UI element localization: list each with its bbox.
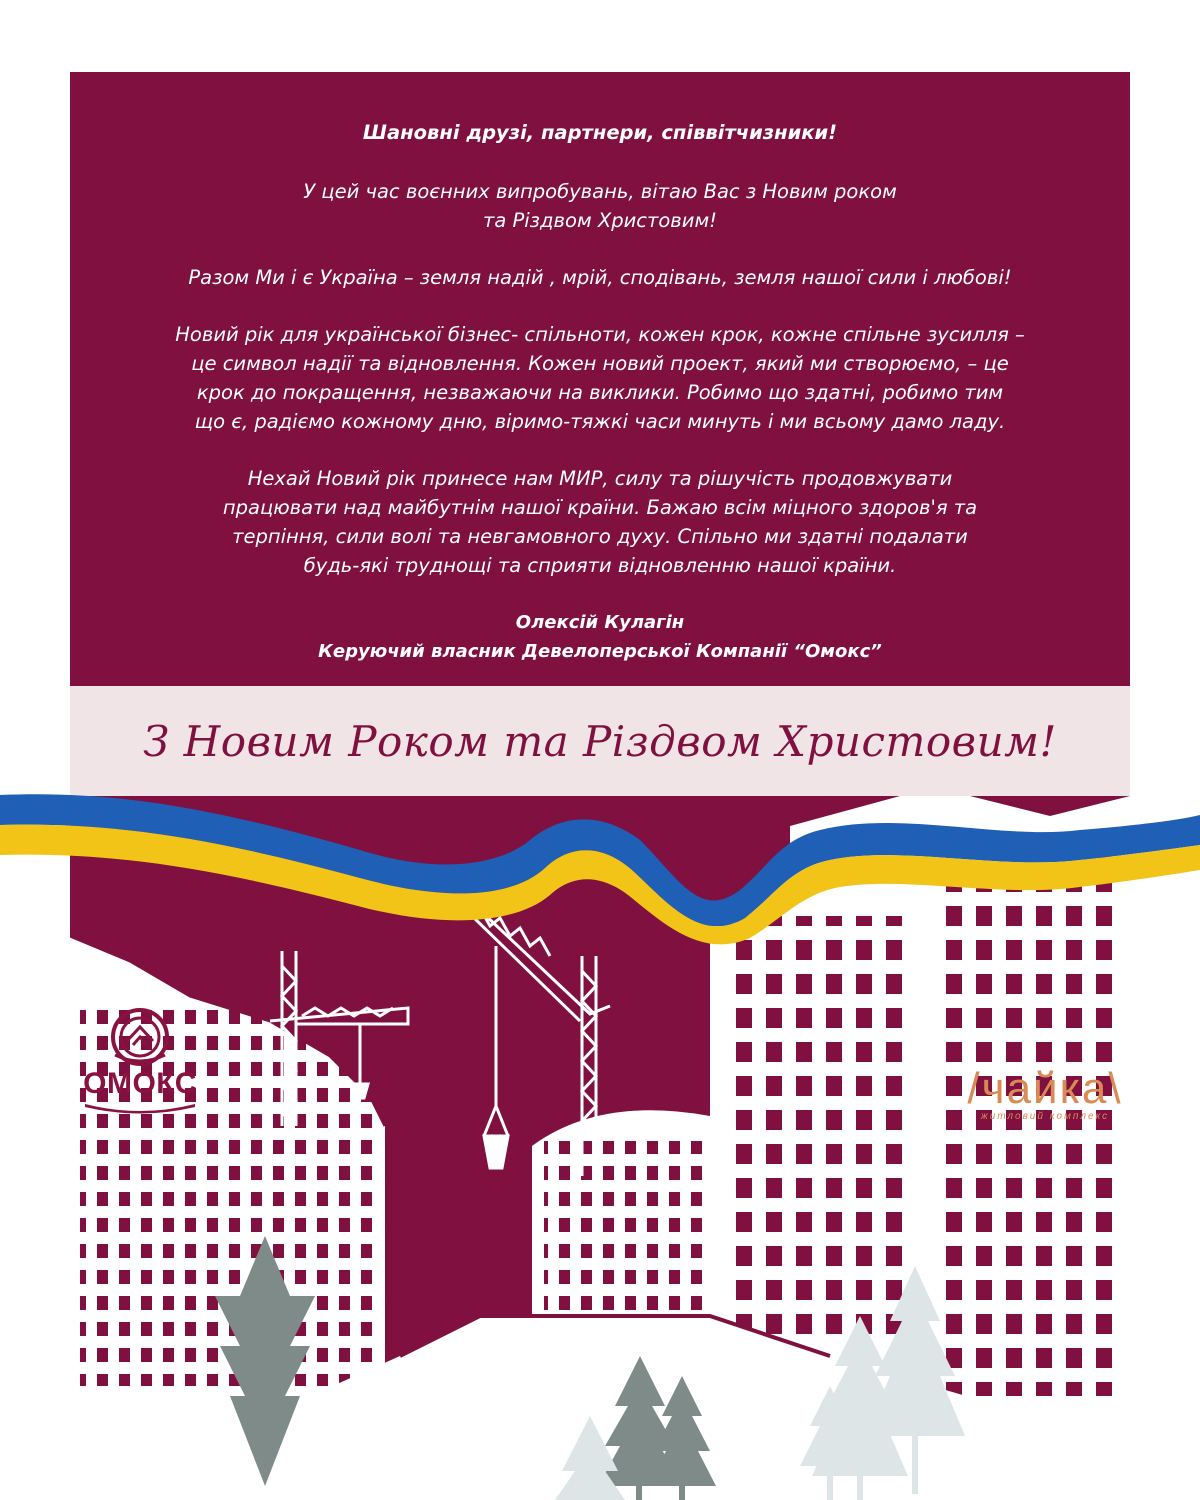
signature: [70, 608, 1130, 666]
omoks-swoosh-icon: [80, 1102, 200, 1116]
chaika-wordmark: /чайка\: [967, 1064, 1123, 1113]
omoks-logo: [75, 1005, 205, 1120]
signature-title: Керуючий власник Девелоперської Компанії “Омокс”: [318, 641, 882, 662]
letter-text: [70, 118, 1130, 666]
paragraph-2: Разом Ми і є Україна – земля надій , мрій, сподівань, земля нашої сили і любові!: [188, 266, 1012, 289]
paragraph-4: Нехай Новий рік принесе нам МИР, силу та рішучість продовжувати працювати над майбутнім нашої країни. Бажаю всім міцного здоров'я та терпіння, сили волі та невгамовного духу. Спільно ми здатні подалати будь-які труднощі та сприяти відновленню нашої країни.: [222, 467, 978, 577]
greeting: Шановні друзі, партнери, співвітчизники!: [362, 121, 838, 144]
ukrainian-ribbon: [0, 770, 1200, 950]
paragraph-1: У цей час воєнних випробувань, вітаю Вас з Новим роком та Різдвом Христовим!: [303, 180, 897, 232]
omoks-emblem-icon: [95, 1005, 185, 1067]
signature-name: Олексій Кулагін: [515, 612, 685, 633]
omoks-wordmark: ОМОКС: [83, 1067, 197, 1100]
chaika-subtitle: житловий комплекс: [980, 1111, 1110, 1122]
banner-text: З Новим Роком та Різдвом Христовим!: [143, 716, 1057, 766]
paragraph-3: Новий рік для української бізнес- спільноти, кожен крок, кожне спільне зусилля – це символ надії та відновлення. Кожен новий проект, який ми створюємо, – це крок до покращення, незважаючи на виклики. Робимо що здатні, робимо тим що є, радіємо кожному дню, віримо-тяжкі часи минуть і ми всьому дамо ладу.: [175, 323, 1025, 433]
chaika-logo: [945, 1065, 1145, 1122]
